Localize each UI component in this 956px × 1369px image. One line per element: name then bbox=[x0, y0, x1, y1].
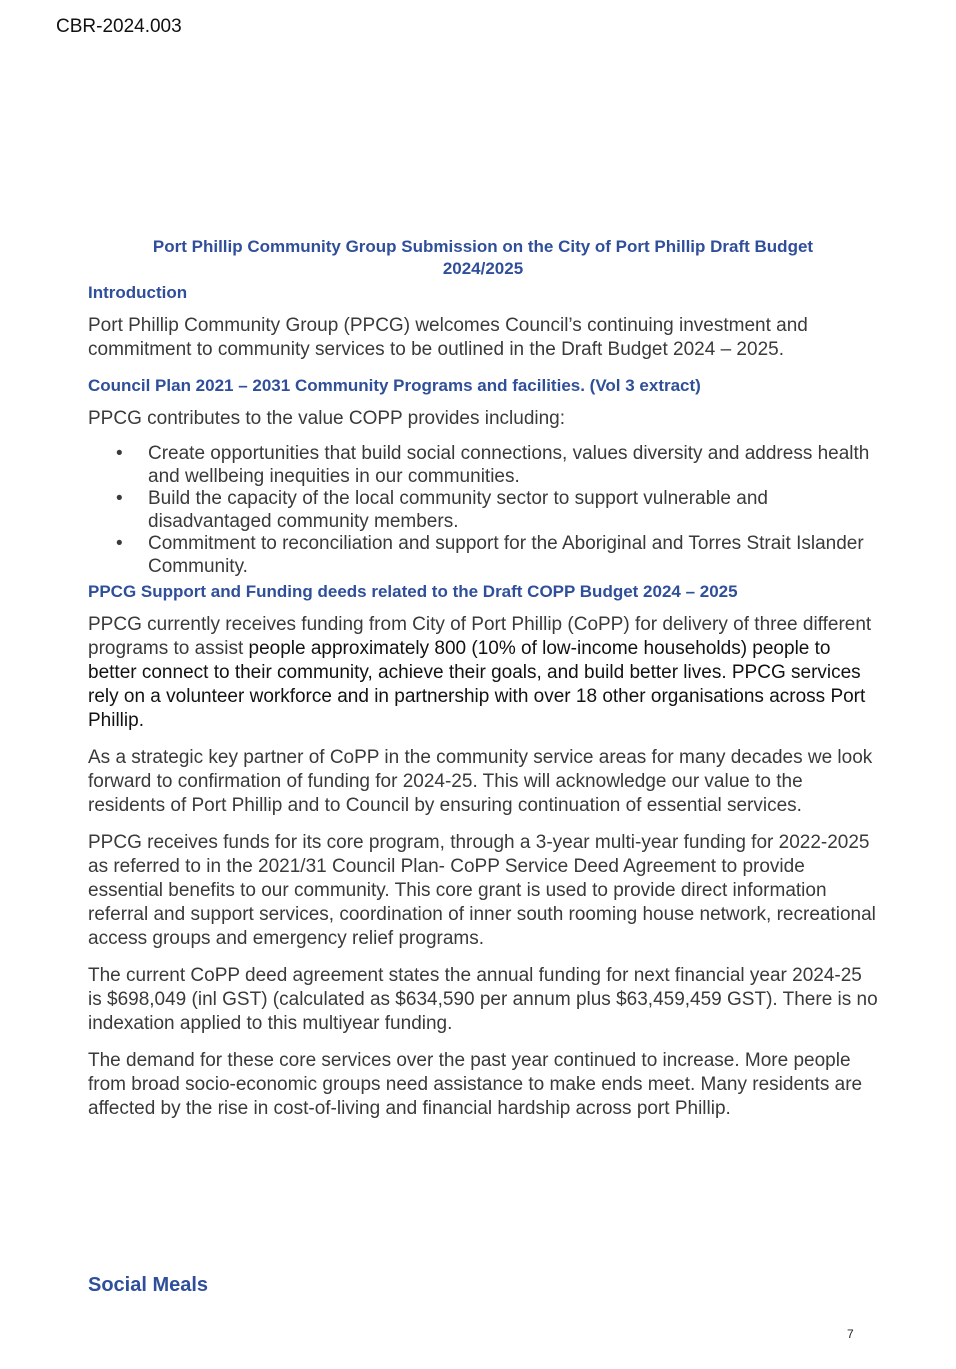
support-funding-heading: PPCG Support and Funding deeds related to the Draft COPP Budget 2024 – 2025 bbox=[88, 582, 738, 601]
deed-agreement-paragraph: The current CoPP deed agreement states the annual funding for next financial year 2024-25 is $698,049 (inl GST) (calculated as $634,590 per annum plus $63,459,459 GST). There is no indexation applied to this multiyear funding. bbox=[88, 965, 878, 1034]
social-meals-heading: Social Meals bbox=[88, 1274, 209, 1296]
bullet-icon: • bbox=[116, 443, 123, 464]
strategic-partner-paragraph: As a strategic key partner of CoPP in the community service areas for many decades we look forward to confirmation of funding for 2024-25. This will acknowledge our value to the residents of Port Phillip and to Council by ensuring continuation of essential services. bbox=[88, 747, 873, 816]
document-body bbox=[88, 236, 878, 1121]
funding-paragraph-part1: PPCG currently receives funding from City of Port Phillip (CoPP) for delivery of three different programs to assist bbox=[88, 614, 872, 659]
council-plan-bullet-list bbox=[88, 443, 878, 578]
introduction-paragraph: Port Phillip Community Group (PPCG) welcomes Council’s continuing investment and commitment to community services to be outlined in the Draft Budget 2024 – 2025. bbox=[88, 315, 808, 360]
page-number: 7 bbox=[847, 1327, 854, 1341]
bullet-item bbox=[88, 488, 878, 533]
core-program-paragraph: PPCG receives funds for its core program, through a 3-year multi-year funding for 2022-2025 as referred to in the 2021/31 Council Plan- CoPP Service Deed Agreement to provide essential benefits to our community. This core grant is used to provide direct information referral and support services, coordination of inner south rooming house network, recreational access groups and emergency relief programs. bbox=[88, 832, 876, 949]
council-plan-heading: Council Plan 2021 – 2031 Community Programs and facilities. (Vol 3 extract) bbox=[88, 376, 701, 395]
council-plan-paragraph: PPCG contributes to the value COPP provides including: bbox=[88, 408, 566, 429]
bullet-icon: • bbox=[116, 533, 123, 554]
bullet-text: Create opportunities that build social connections, values diversity and address health and wellbeing inequities in our communities. bbox=[148, 443, 870, 487]
demand-paragraph: The demand for these core services over the past year continued to increase. More people from broad socio-economic groups need assistance to make ends meet. Many residents are affected by the rise in cost-of-living and financial hardship across port Phillip. bbox=[88, 1050, 863, 1119]
funding-paragraph bbox=[88, 613, 878, 733]
bullet-text: Build the capacity of the local community sector to support vulnerable and disadvantaged community members. bbox=[148, 488, 768, 532]
bullet-icon: • bbox=[116, 488, 123, 509]
bullet-item bbox=[88, 533, 878, 578]
bullet-item bbox=[88, 443, 878, 488]
introduction-heading: Introduction bbox=[88, 283, 188, 302]
bullet-text: Commitment to reconciliation and support for the Aboriginal and Torres Strait Islander Community. bbox=[148, 533, 864, 577]
document-title-line2: 2024/2025 bbox=[442, 259, 524, 278]
document-title bbox=[88, 236, 878, 280]
document-reference-code: CBR-2024.003 bbox=[56, 16, 182, 37]
document-title-line1: Port Phillip Community Group Submission on the City of Port Phillip Draft Budget bbox=[152, 237, 814, 256]
funding-paragraph-part2: people approximately 800 (10% of low-income households) people to better connect to their community, achieve their goals, and build better lives. PPCG services rely on a volunteer workforce and in partnership with over 18 other organisations across Port Phillip. bbox=[88, 638, 866, 731]
